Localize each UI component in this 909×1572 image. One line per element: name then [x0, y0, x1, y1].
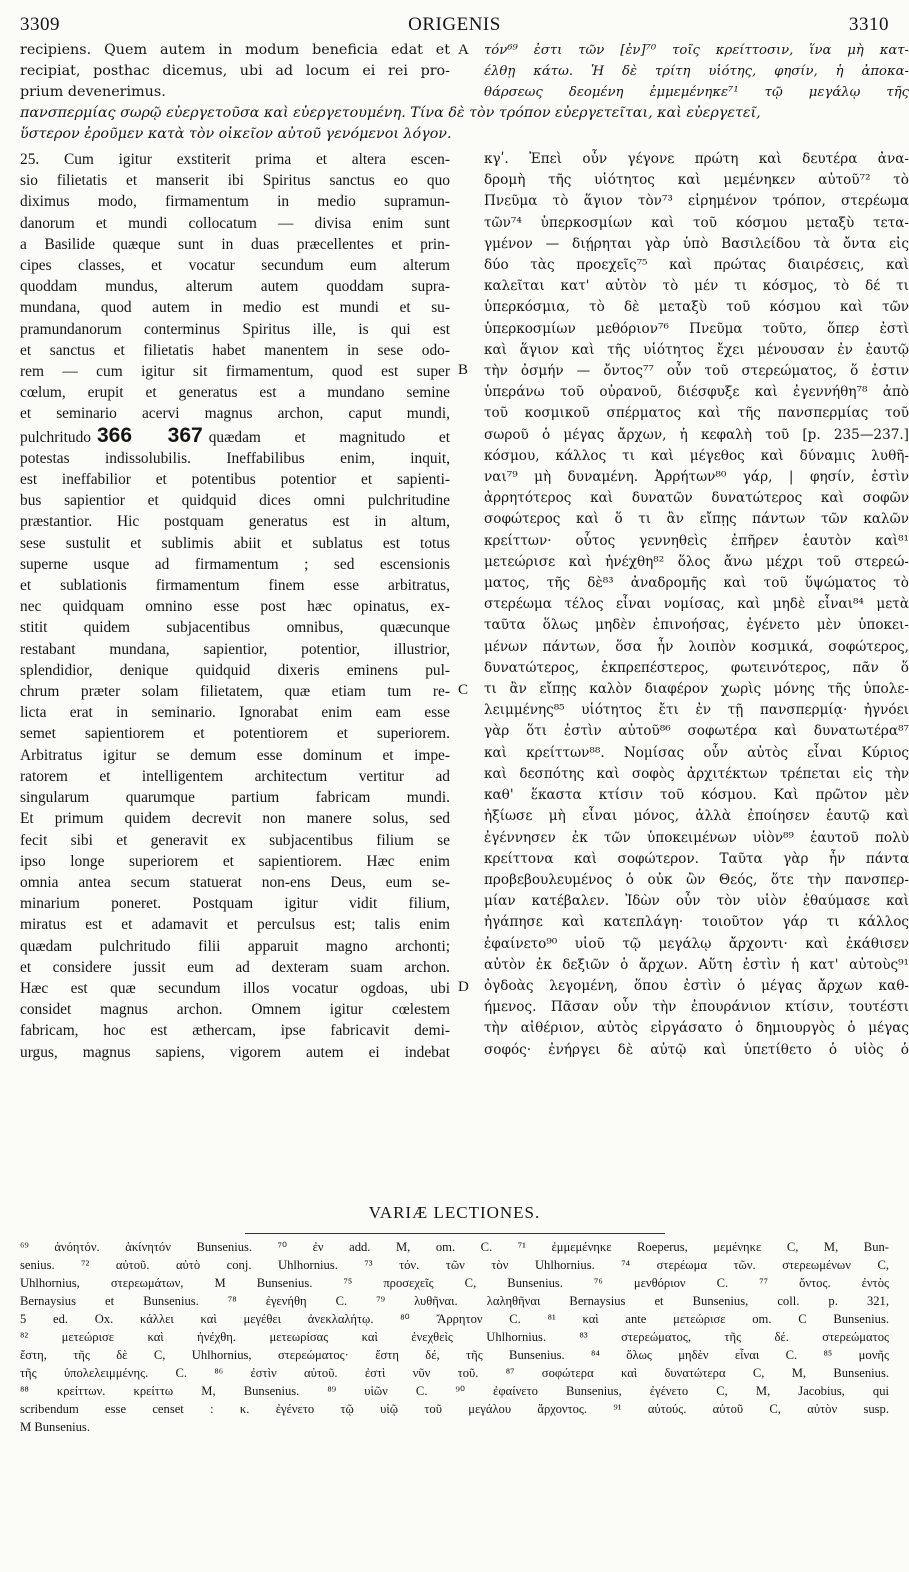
text-line: sese sustulit et sublimis abiit et sublatus est totus [20, 534, 450, 552]
text-line: semet sapientiorem et potentiorem et superiorem. [20, 725, 450, 743]
text-line: ὑπερκόσμια, τὸ δὲ μεταξὺ τοῦ κόσμου καὶ τῶν [484, 299, 909, 316]
text-line: et seminario acervi magnus archon, caput mundi, [20, 405, 450, 423]
right-page-number: 3310 [848, 14, 889, 35]
text-line: bus sapientior et quidquid dices omni pulchritudine [20, 492, 450, 510]
text-line: et sanctus et filietatis habet manentem in sese odo- [20, 341, 450, 359]
text-line: δυνατώτερος, ἐκπρεπέστερος, φωτεινότερος, πᾶν ὅ [484, 659, 909, 676]
text-line: mundana, quod autem in medio est mundi et su- [20, 299, 450, 317]
text-line: Arbitratus igitur se demum esse dominum et impe- [20, 746, 450, 764]
text-line: recipiens. Quem autem in modum beneficia edat et [20, 42, 450, 58]
text-line: recipiat, posthac dicemus, ubi ad locum ei rei pro- [20, 63, 450, 79]
text-line: καλεῖται κατ' αὐτὸν τὸ μέν τι κόσμος, τὸ δέ τι [484, 278, 909, 295]
intro-greek [484, 40, 909, 103]
pulchritudo-tail: quædam et magnitudo et [208, 428, 450, 446]
text-line: scribendum esse censet : κ. ἐγένετο τῷ υἱῷ τοῦ μεγάλου ἄρχοντος. ⁹¹ αὐτούς. αὐτοῦ C, αὐτὸν susp. [20, 1402, 889, 1416]
text-line: miratus est et adamavit et perculsus est; talis enim [20, 916, 450, 934]
text-line: præstantior. Hic postquam generatus est in altum, [20, 513, 450, 531]
text-line: γμένον — διῄρηται γὰρ ὑπὸ Βασιλείδου τὰ ὄντα εἰς [484, 235, 909, 252]
text-line: ἠγάπησε καὶ κατεπλάγη· τοιοῦτον γάρ τι κάλλος [484, 914, 909, 931]
text-line: M Bunsenius. [20, 1420, 90, 1434]
text-line: chrum præter solam filietatem, quæ etiam tum re- [20, 683, 450, 701]
footnotes [20, 1238, 889, 1436]
text-line: αὐτὸν ἐκ δεξιῶν ὁ ἄρχων. Αὕτη ἐστὶν ἡ κατ' αὐτοὺς⁹¹ [484, 956, 909, 973]
text-line: considet magnus archon. Omnem igitur cœlestem [20, 1001, 450, 1019]
text-line: σωροῦ ὁ μέγας ἄρχων, ἡ κεφαλὴ τοῦ [p. 235—237.] [484, 426, 909, 443]
running-title: ORIGENIS [408, 14, 501, 35]
text-line: cœlum, erupit et generatus est a mundano semine [20, 384, 450, 402]
intro-block [20, 40, 909, 124]
full-width-line: ὕστερον ἐροῦμεν κατὰ τὸν οἰκεῖον αὐτοῦ γενόμενοι λόγον. [20, 126, 452, 142]
column-numbers: 366 367 [96, 424, 203, 447]
text-line: τῆς ὑπολελειμμένης. C. ⁸⁶ ἐστὶν αὐτοῦ. ἐστὶ νῦν τοῦ. ⁸⁷ σοφώτερα καὶ δυνατώτερα C, M, Bunsenius. [20, 1366, 889, 1380]
left-page-number: 3309 [20, 14, 60, 35]
text-line: τῶν⁷⁴ ὑπερκοσμίων καὶ τοῦ κόσμου μεταξὺ τετα- [484, 214, 909, 231]
text-line: κόσμου, κάλλος τι καὶ μέγεθος καὶ δύναμις λυθῆ- [484, 447, 909, 464]
text-line: sio filietatis et manserit ibi Spiritus sanctus eo quo [20, 172, 450, 190]
divider [245, 1233, 665, 1234]
text-line: et sublationis firmamentum finem esse arbitratus, [20, 577, 450, 595]
text-line: ὑπερκοσμίων μεθόριον⁷⁶ Πνεῦμα τοῦτο, ὅπερ ἐστὶ [484, 320, 909, 337]
text-line: fabricam, hoc est æthercam, ipse fabricavit demi- [20, 1022, 450, 1040]
text-line: licta erat in seminario. Ignorabat enim eam esse [20, 704, 450, 722]
text-line: danorum et mundi collocatum — divisa enim sunt [20, 214, 450, 232]
text-line: urgus, magnus sapiens, vigorem autem ei indebat [20, 1043, 450, 1061]
text-line: καθ' ἕκαστα κτίσιν τοῦ κόσμου. Καὶ πρῶτον μὲν [484, 787, 909, 804]
greek-column [484, 149, 909, 1061]
text-line: δύο τὰς προεχεῖς⁷⁵ καὶ πρώτας διαιρέσεις, καὶ [484, 257, 909, 274]
text-line: κρείττονα καὶ σοφώτερον. Ταῦτα γὰρ ἦν πάντα [484, 850, 909, 867]
text-line: ὀγδοὰς λεγομένη, ὅπου ἐστὶν ὁ μέγας ἄρχων καθ- [484, 977, 909, 994]
pulchritudo-word: pulchritudo [20, 428, 91, 446]
text-line: diximus modo, firmamentum in medio supramun- [20, 193, 450, 211]
text-line: σοφώτερος καὶ ὅ τι ἂν εἴπῃς πάντων τῶν καλῶν [484, 511, 909, 528]
two-columns [20, 149, 909, 1199]
text-line: κγʹ. Ἐπεὶ οὖν γέγονε πρώτη καὶ δευτέρα ἀνα- [484, 151, 909, 167]
text-line: ἐγέννησεν ἐκ τῶν ὑποκειμένων υἱὸν⁸⁹ ἑαυτοῦ πολὺ [484, 829, 909, 846]
text-line: stitit quidem subjacentibus omnibus, quæcunque [20, 619, 450, 637]
running-head [20, 14, 889, 40]
text-line: σοφός· ἐνήργει δὲ αὐτῷ καὶ ὑπετίθετο ὁ υἱὸς ὁ [484, 1041, 909, 1058]
text-line: δρομὴ τῆς υἱότητος καὶ μεμένηκεν αὐτοῦ⁷² τὸ [484, 172, 909, 189]
full-width-line: πανσπερμίας σωρῷ εὐεργετοῦσα καὶ εὐεργετουμένη. Τίνα δὲ τὸν τρόπον εὐεργετεῖται, καὶ εὐεργετεῖ, [20, 105, 761, 121]
text-line: ⁸² μετεώρισε καὶ ἠνέχθη. μετεωρίσας καὶ ἐνεχθεὶς Uhlhornius. ⁸³ στερεώματος, τῆς δέ. στερεώματος [20, 1330, 889, 1344]
text-line: ἠξίωσε μὴ εἶναι μόνος, ἀλλὰ ἐποίησεν ἑαυτῷ καὶ [484, 808, 909, 825]
text-line: λειμμένης⁸⁵ υἱότητος ἔτι ἐν τῇ πανσπερμίᾳ· ἠγνόει [484, 702, 909, 719]
text-line: est ineffabilior et potentibus potentior et sapienti- [20, 471, 450, 489]
text-line: quoddam mundus, alterum autem quoddam supra- [20, 278, 450, 296]
text-line: ταῦτα ὅλως μηδὲν ἐπινοήσας, ἐγένετο μὲν ὑποκει- [484, 617, 909, 634]
margin-marker-b: B [458, 362, 469, 378]
text-line: pramundanorum conterminus Spiritus ille, is qui est [20, 320, 450, 338]
text-line: θάρσεως δεομένη ἐμμεμένηκε⁷¹ τῷ μεγάλῳ τῆς [484, 85, 909, 100]
text-line: καὶ ἅγιον καὶ τῆς υἱότητος ἔχει μένουσαν ἐν ἑαυτῷ [484, 341, 909, 358]
text-line: et considere jussit eum ad dexteram suam archon. [20, 958, 450, 976]
variae-lectiones-heading: VARIÆ LECTIONES. [368, 1203, 541, 1222]
text-line: senius. ⁷² αὐτοῦ. αὐτὸ conj. Uhlhornius. ⁷³ τόν. τῶν τὸν Uhlhornius. ⁷⁴ στερέωμα τῶν. στερεωμένων C, [20, 1258, 889, 1272]
text-line: τὴν ὀσμήν — ὄντος⁷⁷ οὖν τοῦ στερεώματος, ὅ ἐστιν [484, 363, 909, 380]
text-line: Et primum quidem decrevit non manere solus, sed [20, 810, 450, 828]
text-line: ὑπεράνω τοῦ οὐρανοῦ, διέσφυξε καὶ ἐγεννήθη⁷⁸ ἀπὸ [484, 384, 909, 401]
text-line: ἐφαίνετο⁹⁰ υἱοῦ τῷ μεγάλῳ ἄρχοντι· καὶ ἐκάθισεν [484, 935, 909, 952]
text-line: cipes classes, et vocatur secundum eum alterum [20, 257, 450, 275]
text-line: μένων πάντων, ὅσα ἦν λοιπὸν κοσμικά, σοφώτερος, [484, 638, 909, 655]
text-line: προβεβουλευμένος ὁ οὐκ ὢν Θεός, ὅτε τὴν πανσπερ- [484, 871, 909, 888]
text-line: potestas indissolubilis. Ineffabilibus enim, inquit, [20, 449, 450, 467]
text-line: καὶ δεσπότης καὶ σοφὸς ἀρχιτέκτων τρέπεται εἰς τὴν [484, 765, 909, 782]
text-line: μετεώρισε καὶ ἠνέχθη⁸² ὅλος ἄνω μέχρι τοῦ στερεώ- [484, 553, 909, 570]
intro-latin [20, 40, 450, 103]
text-line: καὶ κρείττων⁸⁸. Νομίσας οὖν αὐτὸς εἶναι Κύριος [484, 744, 909, 761]
text-line: ⁸⁸ κρείττων. κρείττω M, Bunsenius. ⁸⁹ υἱῶν C. ⁹⁰ ἐφαίνετο Bunsenius, ἐγένετο C, M, Jacobius, qui [20, 1384, 889, 1398]
text-line: στερέωμα τέλος εἶναι νομίσας, καὶ μηδὲ εἶναι⁸⁴ μετὰ [484, 596, 909, 613]
text-line: nec quidquam omnino esse post hæc opinatus, ex- [20, 598, 450, 616]
text-line: ναι⁷⁹ μὴ δυναμένη. Ἀρρήτων⁸⁰ γάρ, | φησίν, ἐστὶν [484, 469, 909, 486]
text-line: τοῦ κοσμικοῦ σπέρματος καὶ τῆς πανσπερμίας τοῦ [484, 405, 909, 422]
text-line: superne usque ad firmamentum ; sed escensionis [20, 555, 450, 573]
text-line: 25. Cum igitur exstiterit prima et altera escen- [20, 151, 450, 168]
text-line: ἀρρητότερος καὶ δυνατῶν δυνατώτερος καὶ σοφῶν [484, 490, 909, 507]
text-line: ipso longe superiorem et sapientiorem. Hæc enim [20, 852, 450, 870]
text-line: Hæc est quæ secundum illos vocatur ogdoas, ubi [20, 979, 450, 997]
text-line: fecit sibi et generavit ex subjacentibus filium se [20, 831, 450, 849]
text-line: ⁶⁹ ἀνόητόν. ἀκίνητόν Bunsenius. ⁷⁰ ἐν add. M, om. C. ⁷¹ ἐμμεμένηκε Roeperus, μεμένηκε C, M, Bun- [20, 1240, 889, 1254]
margin-marker-d: D [458, 979, 469, 995]
text-line: τι ἂν εἴπῃς καλὸν διαφέρον χωρὶς μόνης τῆς ὑπολε- [484, 681, 909, 698]
text-line: omnia antea secum statuerat non-ens Deus, eum se- [20, 873, 450, 891]
text-line: κρείττων· οὗτος γεννηθεὶς ἐπῆρεν ἑαυτὸν καὶ⁸¹ [484, 532, 909, 549]
text-line: splendidior, denique quidquid dixeris eminens pul- [20, 661, 450, 679]
text-line: ματος, τῆς δὲ⁸³ ἀναδρομῆς καὶ τοῦ ὕψώματος τὸ [484, 575, 909, 592]
text-line: ἔστη, τῆς δὲ C, Uhlhornius, στερεώματος· ἔστη δέ, τῆς Bunsenius. ⁸⁴ ὅλως μηδὲν εἶναι C. ⁸⁵ μονῆς [20, 1348, 889, 1362]
text-line: a Basilide quæque sunt in duas præcellentes et prin- [20, 235, 450, 253]
margin-marker-c: C [458, 682, 469, 698]
text-line: ήμενος. Πᾶσαν οὖν τὴν ἐπουράνιον κτίσιν, τουτέστι [484, 999, 909, 1016]
text-line: Uhlhornius, στερεωμάτων, M Bunsenius. ⁷⁵ προσεχεῖς C, Bunsenius. ⁷⁶ μενθόριον C. ⁷⁷ ὄντος. ἐντὸς [20, 1276, 889, 1290]
text-line: έλθῃ κάτω. Ἡ δὲ τρίτη υἱότης, φησίν, ἡ ἀποκα- [484, 64, 909, 79]
text-line: minarium poneret. Postquam igitur vidit filium, [20, 895, 450, 913]
text-line: γὰρ ὅτι ἐστὶν αὐτοῦ⁸⁶ σοφωτέρα καὶ δυνατωτέρα⁸⁷ [484, 723, 909, 740]
text-line: Bernaysius et Bunsenius. ⁷⁸ ἐγενήθη C. ⁷⁹ λυθῆναι. λαληθῆναι Bernaysius et Bunsenius, coll. p. 321, [20, 1294, 889, 1308]
text-line: μίαν κατέβαλεν. Ἰδὼν οὖν τὸν υἱὸν ἐθαύμασε καὶ [484, 893, 909, 910]
text-line: prium devenerimus. [20, 84, 166, 100]
text-line: rem — cum igitur sit firmamentum, quod est super [20, 363, 450, 381]
text-line: Πνεῦμα τὸ ἅγιον τὸν⁷³ εἰρημένον τρόπον, στερέωμα [484, 193, 909, 210]
text-line [20, 425, 450, 448]
text-line: restabant mundana, sapientior, potentior, illustrior, [20, 640, 450, 658]
text-line: singularum quarumque partium fabricam mundi. [20, 789, 450, 807]
margin-marker-a: A [458, 42, 469, 58]
text-line: τὴν αἰθέριον, αὐτὸς εἰργάσατο ὁ δημιουργὸς ὁ μέγας [484, 1020, 909, 1037]
text-line: τόν⁶⁹ ἐστι τῶν [ἐν]⁷⁰ τοῖς κρείττοσιν, ἵνα μὴ κατ- [484, 43, 909, 58]
text-line: ratorem et intelligentem architectum vertitur ad [20, 767, 450, 785]
text-line: quædam pulchritudo filii apparuit magno archonti; [20, 937, 450, 955]
latin-column [20, 149, 450, 1063]
text-line: 5 ed. Ox. κάλλει καὶ μεγέθει ἀνεκλαλήτῳ. ⁸⁰ Ἄρρητον C. ⁸¹ καὶ ante μετεώρισε om. C Bunsenius. [20, 1312, 889, 1326]
